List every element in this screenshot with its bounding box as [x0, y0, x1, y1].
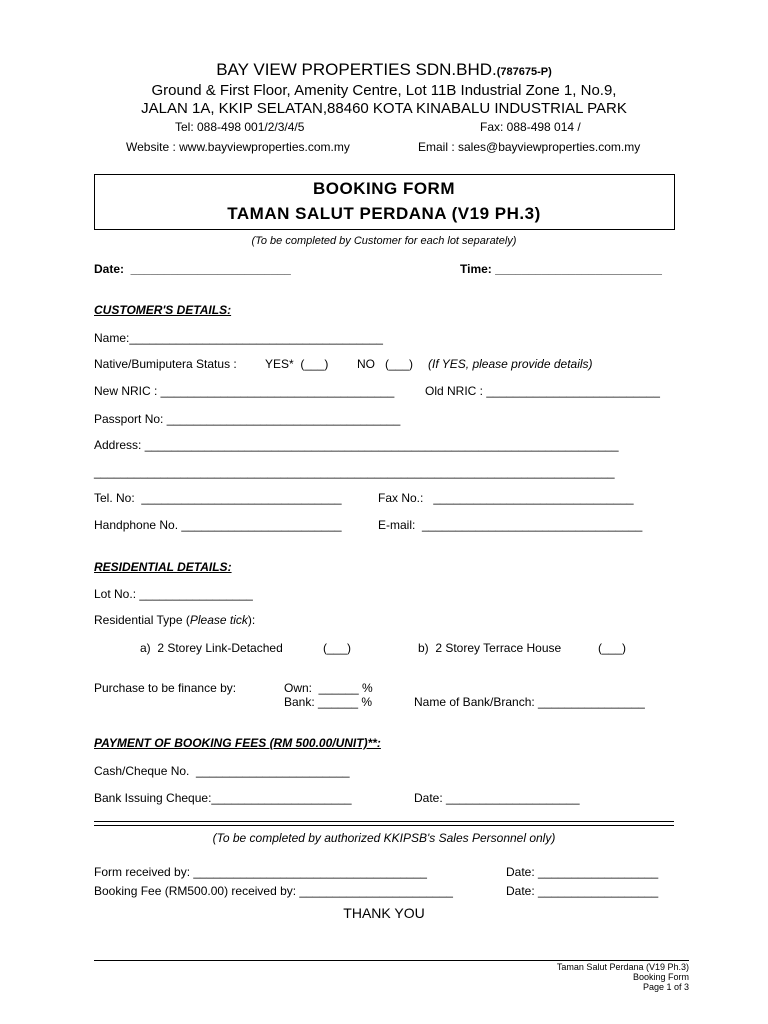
cheque-no-field[interactable]: Cash/Cheque No. _______________________ [94, 764, 350, 778]
company-fax: Fax: 088-498 014 / [480, 120, 581, 134]
residential-type-close: ): [247, 613, 256, 627]
form-received-field[interactable]: Form received by: ___________________________________ [94, 865, 427, 879]
company-email: Email : sales@bayviewproperties.com.my [418, 140, 641, 154]
time-field[interactable]: Time: _________________________ [460, 262, 662, 276]
address-field[interactable]: Address: _______________________________________________________________________ [94, 438, 619, 452]
office-use-note: (To be completed by authorized KKIPSB's Sales Personnel only) [212, 831, 556, 845]
native-status-label: Native/Bumiputera Status : [94, 357, 237, 371]
lot-no-field[interactable]: Lot No.: _________________ [94, 587, 253, 601]
payment-heading: PAYMENT OF BOOKING FEES (RM 500.00/UNIT)**: [94, 736, 381, 750]
residential-type-note: Please tick [189, 613, 248, 627]
footer-page-number: Page 1 of 3 [642, 982, 689, 992]
passport-field[interactable]: Passport No: ___________________________________ [94, 412, 401, 426]
handphone-field[interactable]: Handphone No. ________________________ [94, 518, 342, 532]
name-field[interactable]: Name:______________________________________ [94, 331, 383, 345]
fax-field[interactable]: Fax No.: ______________________________ [378, 491, 634, 505]
office-use-divider [94, 821, 674, 826]
form-title: BOOKING FORM [313, 179, 455, 198]
company-name [0, 60, 768, 80]
customer-details-heading: CUSTOMER'S DETAILS: [94, 303, 232, 317]
finance-own-field[interactable]: Own: ______ % [284, 681, 373, 695]
email-field[interactable]: E-mail: _________________________________ [378, 518, 643, 532]
company-name-text: BAY VIEW PROPERTIES SDN.BHD. [216, 60, 497, 79]
address-line2-field[interactable]: ______________________________________________________________________________ [94, 465, 615, 479]
footer-form-name: Booking Form [632, 972, 689, 982]
company-address-line1: Ground & First Floor, Amenity Centre, Lot 11B Industrial Zone 1, No.9, [151, 82, 617, 99]
native-status-note: (If YES, please provide details) [428, 357, 593, 371]
option-b-label: b) 2 Storey Terrace House [418, 641, 562, 655]
finance-bank-field[interactable]: Bank: ______ % [284, 695, 373, 709]
company-tel: Tel: 088-498 001/2/3/4/5 [175, 120, 305, 134]
payment-date-field[interactable]: Date: ____________________ [414, 791, 580, 805]
date-field[interactable]: Date: ________________________ [94, 262, 291, 276]
company-website: Website : www.bayviewproperties.com.my [126, 140, 350, 154]
form-received-date-field[interactable]: Date: __________________ [506, 865, 659, 879]
new-nric-field[interactable]: New NRIC : ___________________________________ [94, 384, 395, 398]
option-a-tick[interactable]: (___) [323, 641, 352, 655]
footer-rule [94, 960, 689, 961]
option-a-label: a) 2 Storey Link-Detached [140, 641, 283, 655]
bank-branch-field[interactable]: Name of Bank/Branch: ________________ [414, 695, 645, 709]
tel-field[interactable]: Tel. No: ______________________________ [94, 491, 342, 505]
finance-label: Purchase to be finance by: [94, 681, 237, 695]
option-b-tick[interactable]: (___) [598, 641, 627, 655]
old-nric-field[interactable]: Old NRIC : __________________________ [425, 384, 660, 398]
footer-project: Taman Salut Perdana (V19 Ph.3) [556, 962, 689, 972]
company-address-line2: JALAN 1A, KKIP SELATAN,88460 KOTA KINABALU INDUSTRIAL PARK [141, 100, 627, 117]
native-yes-field[interactable]: YES* (___) [265, 357, 329, 371]
bank-issuing-field[interactable]: Bank Issuing Cheque:_____________________ [94, 791, 352, 805]
customer-instruction: (To be completed by Customer for each lot separately) [251, 235, 517, 247]
fee-received-field[interactable]: Booking Fee (RM500.00) received by: _______________________ [94, 884, 453, 898]
native-no-field[interactable]: NO (___) [357, 357, 414, 371]
company-reg-no: (787675-P) [496, 66, 552, 78]
project-title: TAMAN SALUT PERDANA (V19 PH.3) [227, 204, 541, 223]
thank-you: THANK YOU [343, 905, 425, 921]
residential-type-text: Residential Type ( [94, 613, 190, 627]
residential-details-heading: RESIDENTIAL DETAILS: [94, 560, 232, 574]
residential-type-label [94, 613, 255, 627]
fee-received-date-field[interactable]: Date: __________________ [506, 884, 659, 898]
